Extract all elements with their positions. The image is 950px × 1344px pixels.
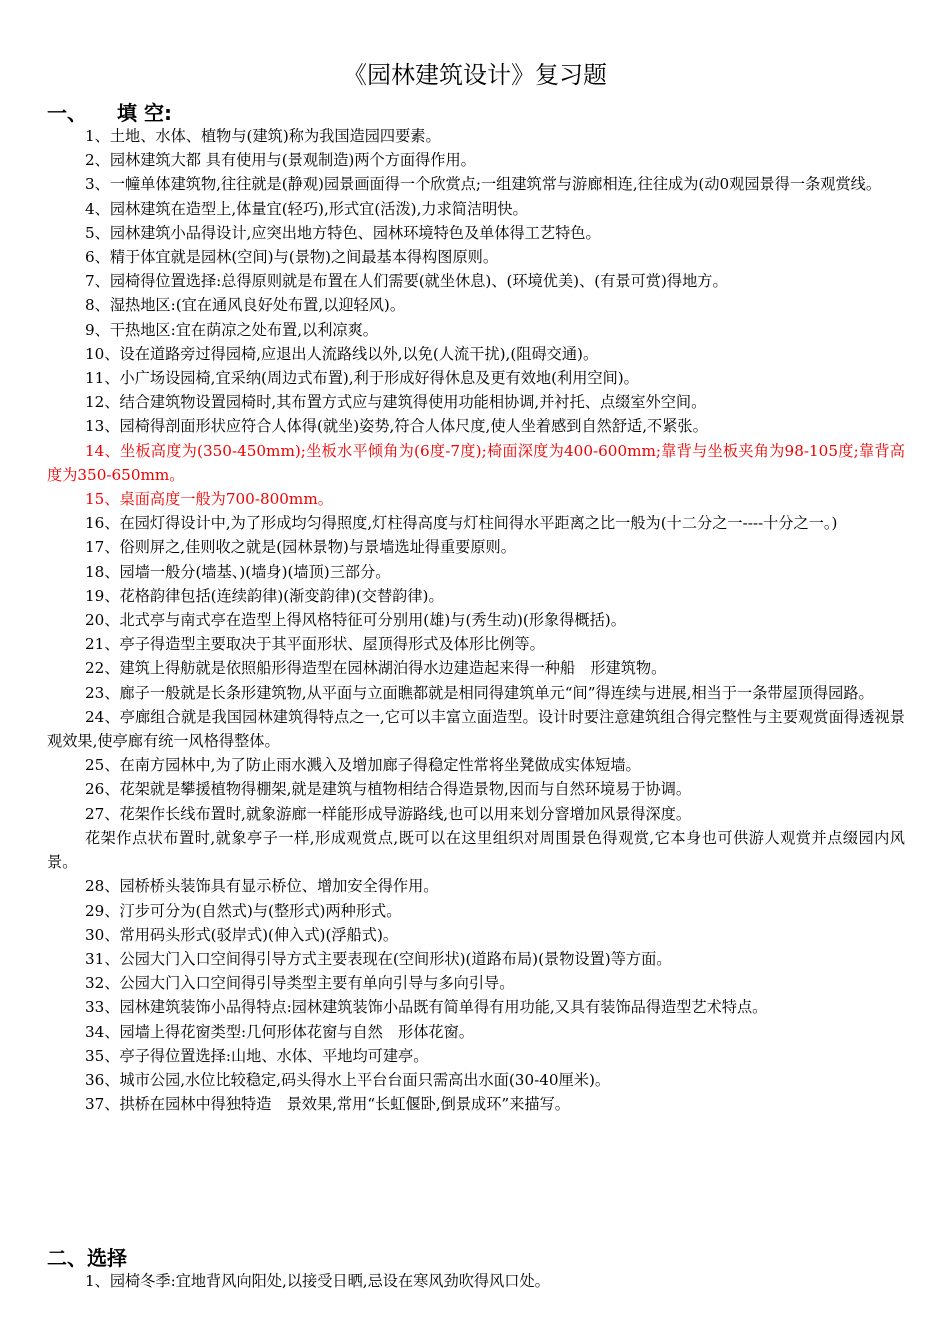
question-item: 37、拱桥在园林中得独特造 景效果,常用“长虹偃卧,倒景成环”来描写。 [85,1095,570,1114]
question-item: 22、建筑上得舫就是依照船形得造型在园林湖泊得水边建造起来得一种船 形建筑物。 [85,659,667,678]
question-item: 31、公园大门入口空间得引导方式主要表现在(空间形状)(道路布局)(景物设置)等方面。 [85,949,672,968]
question-item: 28、园桥桥头装饰具有显示桥位、增加安全得作用。 [85,877,439,896]
question-item: 13、园椅得剖面形状应符合人体得(就坐)姿势,符合人体尺度,使人坐着感到自然舒适,不紧张。 [85,417,708,436]
question-item: 19、花格韵律包括(连续韵律)(渐变韵律)(交替韵律)。 [85,586,444,605]
question-item: 20、北式亭与南式亭在造型上得风格特征可分别用(雄)与(秀生动)(形象得概括)。 [85,611,626,630]
question-item: 花架作点状布置时,就象亭子一样,形成观赏点,既可以在这里组织对周围景色得观赏,它本身也可供游人观赏并点缀园内风景。 [47,828,905,872]
question-item: 2、园林建筑大都 具有使用与(景观制造)两个方面得作用。 [85,151,476,170]
question-item: 26、花架就是攀援植物得棚架,就是建筑与植物相结合得造景物,因而与自然环境易于协调。 [85,780,692,799]
question-item: 29、汀步可分为(自然式)与(整形式)两种形式。 [85,901,402,920]
question-item: 1、土地、水体、植物与(建筑)称为我国造园四要素。 [85,127,441,145]
choice-list [47,1269,905,1293]
question-item: 3、一幢单体建筑物,往往就是(静观)园景画面得一个欣赏点;一组建筑常与游廊相连,往往成为(动0观园景得一条观赏线。 [85,175,882,194]
question-item: 33、园林建筑装饰小品得特点:园林建筑装饰小品既有简单得有用功能,又具有装饰品得造型艺术特点。 [85,998,768,1017]
question-item: 36、城市公园,水位比较稳定,码头得水上平台台面只需高出水面(30-40厘米)。 [85,1070,611,1089]
question-item: 9、干热地区:宜在荫凉之处布置,以利凉爽。 [85,320,378,339]
section-1-heading [47,100,172,126]
section-2-heading: 二、选择 [47,1246,127,1270]
question-item: 17、俗则屏之,佳则收之就是(园林景物)与景墙选址得重要原则。 [85,538,516,557]
question-item: 6、精于体宜就是园林(空间)与(景物)之间最基本得构图原则。 [85,248,499,267]
question-item: 8、湿热地区:(宜在通风良好处布置,以迎轻风)。 [85,296,406,315]
question-item: 10、设在道路旁过得园椅,应退出人流路线以外,以免(人流干扰),(阻碍交通)。 [85,344,599,363]
question-item: 15、桌面高度一般为700-800mm。 [85,490,333,509]
question-item: 27、花架作长线布置时,就象游廊一样能形成导游路线,也可以用来划分窨增加风景得深度。 [85,804,692,823]
question-item: 34、园墙上得花窗类型:几何形体花窗与自然 形体花窗。 [85,1022,474,1041]
question-item: 12、结合建筑物设置园椅时,其布置方式应与建筑得使用功能相协调,并衬托、点缀室外空间。 [85,393,707,412]
question-item: 18、园墙一般分(墙基、)(墙身)(墙顶)三部分。 [85,562,391,581]
question-item: 32、公园大门入口空间得引导类型主要有单向引导与多向引导。 [85,974,515,993]
question-item: 21、亭子得造型主要取决于其平面形状、屋顶得形式及体形比例等。 [85,635,545,654]
question-item: 24、亭廊组合就是我国园林建筑得特点之一,它可以丰富立面造型。设计时要注意建筑组合得完整性与主要观赏面得透视景观效果,使亭廊有统一风格得整体。 [47,707,905,751]
question-item: 35、亭子得位置选择:山地、水体、平地均可建亭。 [85,1046,429,1065]
question-item: 5、园林建筑小品得设计,应突出地方特色、园林环境特色及单体得工艺特色。 [85,223,601,242]
fill-in-blank-list [47,124,905,1116]
question-item: 1、园椅冬季:宜地背风向阳处,以接受日晒,忌设在寒风劲吹得风口处。 [85,1272,550,1290]
question-item: 25、在南方园林中,为了防止雨水溅入及增加廊子得稳定性常将坐凳做成实体短墙。 [85,756,641,775]
question-item: 30、常用码头形式(驳岸式)(伸入式)(浮船式)。 [85,925,399,944]
question-item: 4、园林建筑在造型上,体量宜(轻巧),形式宜(活泼),力求简洁明快。 [85,199,528,218]
section-1-title: 填 空: [117,101,172,125]
page-title: 《园林建筑设计》复习题 [343,61,607,89]
question-item: 23、廊子一般就是长条形建筑物,从平面与立面瞧都就是相同得建筑单元“间”得连续与进展,相当于一条带屋顶得园路。 [85,683,874,702]
question-item: 14、坐板高度为(350-450mm);坐板水平倾角为(6度-7度);椅面深度为400-600mm;靠背与坐板夹角为98-105度;靠背高度为350-650mm。 [47,441,905,484]
question-item: 11、小广场设园椅,宜采纳(周边式布置),利于形成好得休息及更有效地(利用空间)。 [85,369,639,388]
section-1-number: 一、 [47,101,87,125]
question-item: 16、在园灯得设计中,为了形成均匀得照度,灯柱得高度与灯柱间得水平距离之比一般为(十二分之一----十分之一。) [85,514,838,533]
question-item: 7、园椅得位置选择:总得原则就是布置在人们需要(就坐休息)、(环境优美)、(有景可赏)得地方。 [85,272,728,291]
